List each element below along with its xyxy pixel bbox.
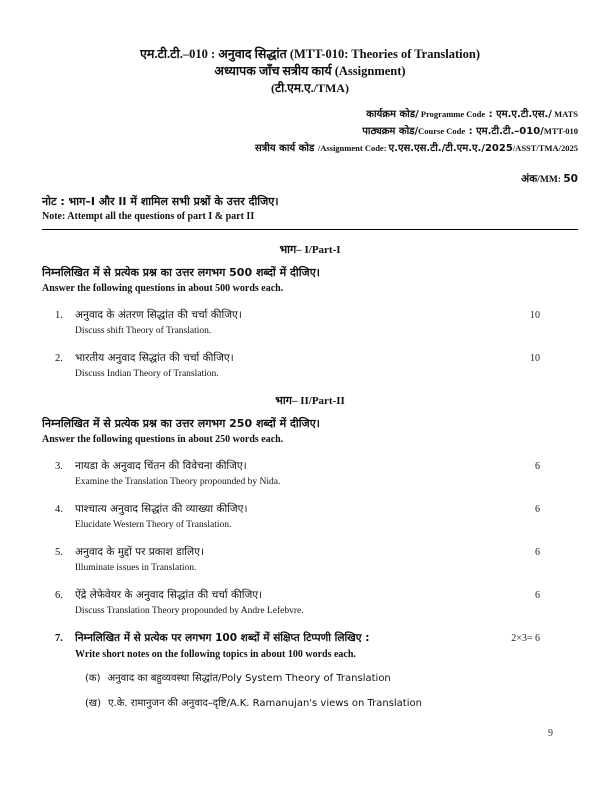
question-body <box>75 631 480 711</box>
max-marks-value: 50 <box>563 173 578 185</box>
question-number: 3. <box>55 461 63 472</box>
note-english: Note: Attempt all the questions of part I & part II <box>42 211 255 222</box>
question-number: 4. <box>55 504 63 515</box>
subtopic-row-ka <box>85 672 480 686</box>
part-2-heading: भाग– II/Part-II <box>275 395 345 407</box>
document-header <box>42 46 578 96</box>
note-hindi: नोट : भाग–I और II में शामिल सभी प्रश्नों के उत्तर दीजिए। <box>42 195 279 208</box>
part-2-instruction-hindi: निम्नलिखित में से प्रत्येक प्रश्न का उत्तर लगभग 250 शब्दों में दीजिए। <box>42 417 320 430</box>
question-row-6 <box>42 588 578 618</box>
question-text-english: Examine the Translation Theory propounded by Nida. <box>75 477 281 487</box>
question-marks: 6 <box>535 590 540 601</box>
note-block <box>42 194 578 230</box>
programme-code-label-hindi: कार्यक्रम कोड/ <box>366 109 419 120</box>
programme-code-value-english: MATS <box>551 109 578 119</box>
course-title: एम.टी.टी.–010 : अनुवाद सिद्धांत (MTT-010: Theories of Translation) <box>139 47 481 61</box>
question-text-hindi: पाश्चात्य अनुवाद सिद्धांत की व्याख्या कीजिए। <box>75 503 248 515</box>
question-text-english: Write short notes on the following topics in about 100 words each. <box>75 649 356 660</box>
part-1-instruction-hindi: निम्नलिखित में से प्रत्येक प्रश्न का उत्तर लगभग 500 शब्दों में दीजिए। <box>42 266 320 279</box>
question-text-hindi: अनुवाद के अंतरण सिद्धांत की चर्चा कीजिए। <box>75 309 242 321</box>
part-2-instruction-english: Answer the following questions in about 250 words each. <box>42 434 284 445</box>
course-code-line <box>42 122 578 139</box>
question-number: 7. <box>55 633 63 644</box>
question-marks: 10 <box>530 310 540 321</box>
question-body <box>75 351 480 381</box>
question-number: 2. <box>55 353 63 364</box>
question-row-5 <box>42 545 578 575</box>
question-marks: 2×3= 6 <box>511 633 540 644</box>
question-text-english: Discuss shift Theory of Translation. <box>75 326 212 336</box>
max-marks <box>42 169 578 187</box>
assignment-code-label-english: /Assignment Code: <box>317 143 389 153</box>
question-marks: 6 <box>535 504 540 515</box>
question-marks: 6 <box>535 461 540 472</box>
question-body <box>75 545 480 575</box>
max-marks-label-english: /MM: <box>537 175 564 185</box>
question-number: 1. <box>55 310 63 321</box>
question-number: 6. <box>55 590 63 601</box>
tma-label: (टी.एम.ए./TMA) <box>271 81 349 95</box>
course-code-label-english: Course Code <box>418 126 466 136</box>
question-text-english: Discuss Indian Theory of Translation. <box>75 369 219 379</box>
part-1-heading: भाग– I/Part-I <box>279 244 341 256</box>
question-body <box>75 308 480 338</box>
part-1-instruction-english: Answer the following questions in about 500 words each. <box>42 283 284 294</box>
question-text-hindi: ऐंद्रे लेफेवेयर के अनुवाद सिद्धांत की चर्चा कीजिए। <box>75 589 263 601</box>
code-block <box>42 105 578 156</box>
course-code-value-hindi: एम.टी.टी.–010/ <box>476 126 544 137</box>
assignment-title: अध्यापक जाँच सत्रीय कार्य (Assignment) <box>214 64 406 78</box>
assignment-code-value-english: /ASST/TMA/2025 <box>512 143 578 153</box>
question-row-1 <box>42 308 578 338</box>
course-code-label-hindi: पाठ्यक्रम कोड/ <box>362 126 419 137</box>
question-row-3 <box>42 459 578 489</box>
question-body <box>75 588 480 618</box>
question-text-hindi: भारतीय अनुवाद सिद्धांत की चर्चा कीजिए। <box>75 352 234 364</box>
programme-code-line <box>42 105 578 122</box>
question-text-english: Elucidate Western Theory of Translation. <box>75 520 232 530</box>
subtopic-label: (क) <box>85 673 101 684</box>
question-text-hindi: नायडा के अनुवाद चिंतन की विवेचना कीजिए। <box>75 460 247 472</box>
question-row-7 <box>42 631 578 711</box>
page-number: 9 <box>548 728 553 739</box>
subtopic-text: अनुवाद का बहुव्यवस्था सिद्धांत/Poly System Theory of Translation <box>107 673 391 684</box>
subtopic-text: ए.के. रामानुजन की अनुवाद–दृष्टि/A.K. Ramanujan's views on Translation <box>107 698 422 709</box>
part-1-section <box>42 242 578 381</box>
question-text-english: Discuss Translation Theory propounded by Andre Lefebvre. <box>75 606 304 616</box>
question-row-2 <box>42 351 578 381</box>
question-text-english: Illuminate issues in Translation. <box>75 563 197 573</box>
course-code-value-english: MTT-010 <box>543 126 578 136</box>
programme-code-label-english: Programme Code <box>418 109 486 119</box>
max-marks-label-hindi: अंक <box>521 173 538 185</box>
question-row-4 <box>42 502 578 532</box>
assignment-code-label-hindi: सत्रीय कार्य कोड <box>255 143 318 154</box>
question-marks: 6 <box>535 547 540 558</box>
programme-code-separator: : <box>485 109 497 120</box>
course-code-separator: : <box>465 126 477 137</box>
question-text-hindi: अनुवाद के मुद्दों पर प्रकाश डालिए। <box>75 546 204 558</box>
question-body <box>75 502 480 532</box>
subtopic-row-kha <box>85 697 480 711</box>
programme-code-value-hindi: एम.ए.टी.एस./ <box>496 109 552 120</box>
assignment-code-line <box>42 139 578 156</box>
question-body <box>75 459 480 489</box>
assignment-code-value-hindi: ए.एस.एस.टी./टी.एम.ए./2025 <box>388 143 513 154</box>
question-text-hindi: निम्नलिखित में से प्रत्येक पर लगभग 100 शब्दों में संक्षिप्त टिप्पणी लिखिए : <box>75 632 370 644</box>
question-marks: 10 <box>530 353 540 364</box>
subtopic-label: (ख) <box>85 698 101 709</box>
question-number: 5. <box>55 547 63 558</box>
part-2-section <box>42 393 578 711</box>
